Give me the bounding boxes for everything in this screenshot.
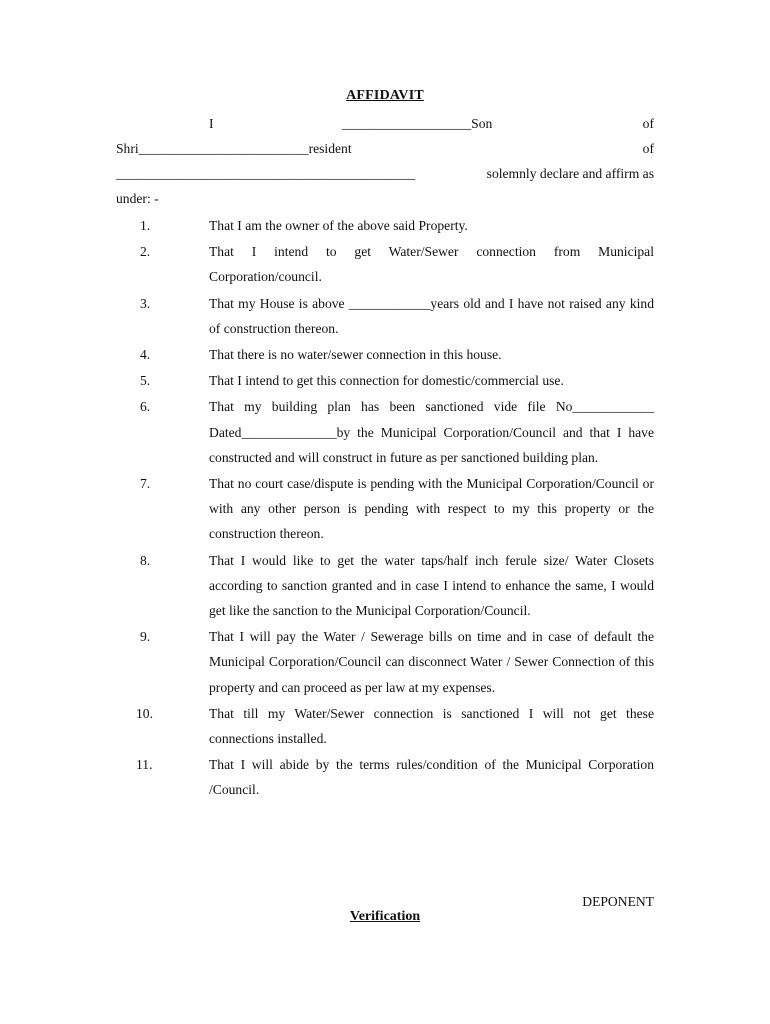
item-text: That there is no water/sewer connection in this house.	[209, 347, 502, 363]
item-text: That I will abide by the terms rules/condition of the Municipal Corporation /Council.	[209, 757, 654, 798]
verification-heading: Verification	[349, 909, 421, 924]
item-number: 7.	[140, 476, 151, 492]
item-text: That my House is above ____________years old and I have not raised any kind of construction thereon.	[209, 295, 654, 336]
declaration-item	[116, 394, 654, 470]
declaration-item	[116, 368, 654, 393]
item-number: 2.	[140, 244, 151, 260]
item-text: That I intend to get this connection for domestic/commercial use.	[209, 373, 564, 389]
declaration-item	[116, 342, 654, 367]
item-text: That I will pay the Water / Sewerage bills on time and in case of default the Municipal Corporation/Council can disconnect Water / Sewer Connection of this property and can proceed as per law at my expenses.	[209, 629, 654, 695]
item-number: 11.	[136, 757, 153, 773]
item-number: 5.	[140, 373, 151, 389]
declaration-item	[116, 752, 654, 802]
item-number: 9.	[140, 629, 151, 645]
address-blank: ____________________________________________	[116, 166, 416, 181]
item-text: That my building plan has been sanctioned vide file No____________ Dated______________by the Municipal Corporation/Council and that I have constructed and will construct in future as per sanctioned building plan.	[209, 399, 654, 465]
declaration-list	[116, 213, 654, 804]
declaration-item	[116, 239, 654, 289]
item-text: That I am the owner of the above said Property.	[209, 218, 468, 233]
declaration-item	[116, 548, 654, 624]
declaration-item	[116, 624, 654, 700]
item-text: That till my Water/Sewer connection is sanctioned I will not get these connections installed.	[209, 705, 654, 747]
item-number: 4.	[140, 347, 151, 363]
declaration-item	[116, 291, 654, 341]
declaration-item	[116, 213, 654, 238]
item-text: That I would like to get the water taps/half inch ferule size/ Water Closets according to sanction granted and in case I intend to enhance the same, I would get like the sanction to the Municipal Corporation/Council.	[209, 552, 654, 619]
declare-text: solemnly declare and affirm as	[486, 166, 654, 181]
intro-of-1: of	[642, 116, 654, 131]
declaration-item	[116, 471, 654, 547]
intro-pronoun: I	[209, 116, 214, 131]
item-text: That I intend to get Water/Sewer connection from Municipal Corporation/council.	[209, 244, 654, 285]
intro-line-4: under: -	[116, 191, 159, 206]
intro-line-2	[116, 139, 654, 159]
item-number: 10.	[136, 705, 153, 721]
deponent-label: DEPONENT	[582, 894, 654, 909]
item-number: 6.	[140, 399, 151, 415]
declaration-item	[116, 701, 654, 751]
item-number: 1.	[140, 218, 151, 233]
intro-of-2: of	[642, 141, 654, 156]
item-number: 3.	[140, 295, 151, 311]
item-number: 8.	[140, 552, 151, 568]
shri-resident-blank: Shri_________________________resident	[116, 141, 352, 156]
item-text: That no court case/dispute is pending with the Municipal Corporation/Council or with any other person is pending with respect to my this property or the construction thereon.	[209, 476, 654, 542]
intro-line-3	[116, 164, 654, 184]
son-of-blank: ___________________Son	[342, 116, 493, 131]
document-title: AFFIDAVIT	[346, 88, 424, 103]
